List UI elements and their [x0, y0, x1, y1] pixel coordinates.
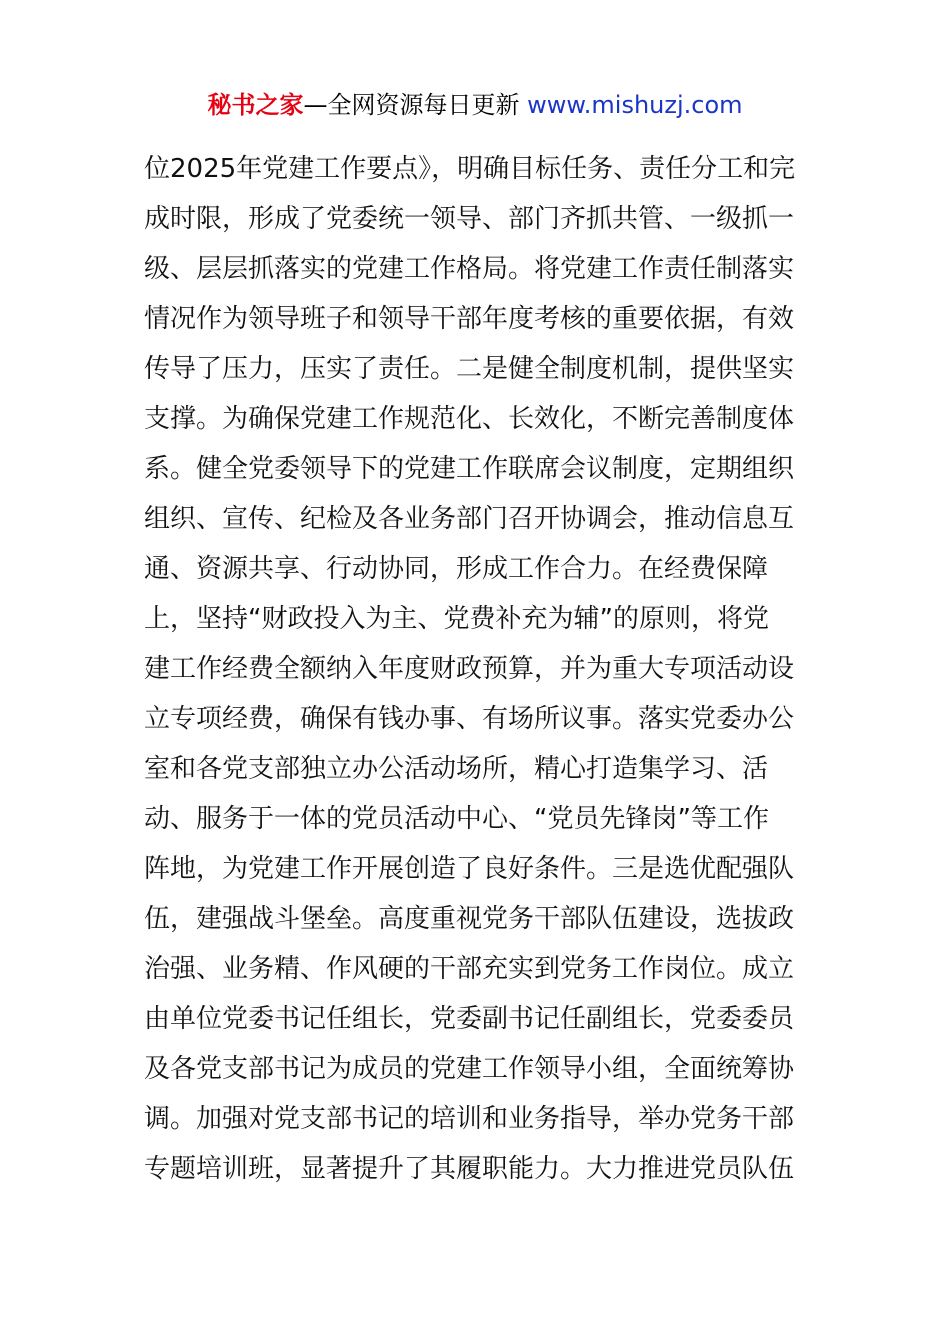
- text-line: 通、资源共享、行动协同，形成工作合力。在经费保障: [144, 554, 769, 584]
- text-line: 情况作为领导班子和领导干部年度考核的重要依据，有效: [144, 304, 795, 334]
- text-line: 由单位党委书记任组长，党委副书记任副组长，党委委员: [144, 1004, 795, 1034]
- text-line: 室和各党支部独立办公活动场所，精心打造集学习、活: [144, 754, 769, 784]
- text-line: 位2025年党建工作要点》，明确目标任务、责任分工和完: [144, 154, 796, 184]
- text-line: 级、层层抓落实的党建工作格局。将党建工作责任制落实: [144, 254, 795, 284]
- text-line: 专题培训班，显著提升了其履职能力。大力推进党员队伍: [144, 1154, 795, 1184]
- header-tagline: —全网资源每日更新: [303, 91, 528, 119]
- text-line: 上，坚持“财政投入为主、党费补充为辅”的原则，将党: [144, 604, 769, 634]
- text-line: 支撑。为确保党建工作规范化、长效化，不断完善制度体: [144, 404, 795, 434]
- text-line: 阵地，为党建工作开展创造了良好条件。三是选优配强队: [144, 854, 795, 884]
- text-line: 伍，建强战斗堡垒。高度重视党务干部队伍建设，选拔政: [144, 904, 795, 934]
- text-line: 组织、宣传、纪检及各业务部门召开协调会，推动信息互: [144, 504, 795, 534]
- text-line: 系。健全党委领导下的党建工作联席会议制度，定期组织: [144, 454, 795, 484]
- text-line: 立专项经费，确保有钱办事、有场所议事。落实党委办公: [144, 704, 795, 734]
- text-line: 及各党支部书记为成员的党建工作领导小组，全面统筹协: [144, 1054, 795, 1084]
- site-url-link[interactable]: www.mishuzj.com: [527, 91, 743, 119]
- site-header: [0, 88, 950, 122]
- text-line: 调。加强对党支部书记的培训和业务指导，举办党务干部: [144, 1104, 795, 1134]
- text-line: 治强、业务精、作风硬的干部充实到党务工作岗位。成立: [144, 954, 795, 984]
- brand-name: 秘书之家: [207, 91, 304, 119]
- document-body: [144, 144, 814, 1194]
- text-line: 传导了压力，压实了责任。二是健全制度机制，提供坚实: [144, 354, 795, 384]
- text-line: 动、服务于一体的党员活动中心、“党员先锋岗”等工作: [144, 804, 769, 834]
- text-line: 建工作经费全额纳入年度财政预算，并为重大专项活动设: [144, 654, 795, 684]
- text-line: 成时限，形成了党委统一领导、部门齐抓共管、一级抓一: [144, 204, 795, 234]
